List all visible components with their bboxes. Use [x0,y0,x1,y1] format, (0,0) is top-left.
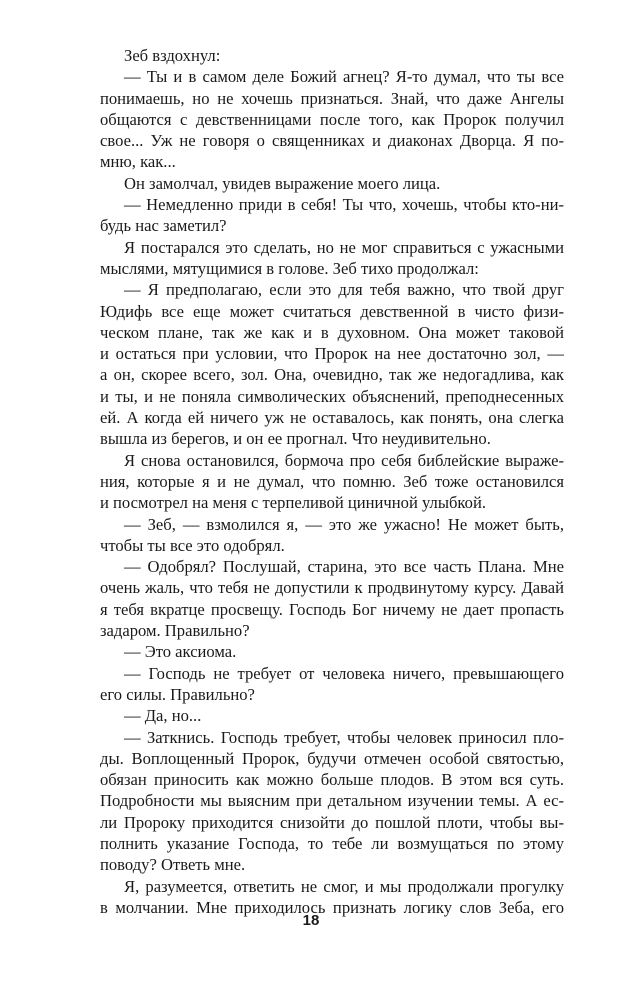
text-line: и посмотрел на меня с терпеливой циничной улыбкой. [100,493,486,513]
text-line: понимаешь, но не хочешь признаться. Знай, что даже Ангелы [100,88,564,108]
text-line: будь нас заметил? [100,216,227,236]
text-line: ей. А когда ей ничего уж не оставалось, как понять, она слегка [100,408,564,428]
text-line: его силы. Правильно? [100,684,255,704]
text-line: обязан приносить как можно больше плодов. В этом вся суть. [100,770,564,790]
text-line: очень жаль, что тебя не допустили к продвинутому курсу. Давай [100,578,564,598]
text-line: вышла из берегов, и он ее прогнал. Что неудивительно. [100,429,491,449]
text-line: полнить указание Господа, то тебе ли возмущаться по этому [100,833,564,853]
text-line: Он замолчал, увидев выражение моего лица. [124,173,441,193]
text-line: ния, которые я и не думал, что помню. Зеб тоже остановился [100,471,564,491]
body-text [100,45,564,918]
text-line: Я снова остановился, бормоча про себя библейские выраже- [124,450,564,470]
text-line: общаются с девственницами после того, как Пророк получил [100,109,564,129]
text-line: мыслями, мятущимися в голове. Зеб тихо продолжал: [100,258,479,278]
text-line: и ты, и не поняла символических объяснений, преподнесенных [100,386,564,406]
text-line: Я постарался это сделать, но не мог справиться с ужасными [124,237,564,257]
text-line: в молчании. Мне приходилось признать логику слов Зеба, его [100,897,564,917]
text-line: — Да, но... [124,706,202,726]
text-line: — Я предполагаю, если это для тебя важно, что твой друг [124,280,564,300]
text-line: я тебя вкратце просвещу. Господь Бог ничему не дает пропасть [100,599,564,619]
page-number: 18 [302,912,320,929]
text-line: ческом плане, так же как и в духовном. Она может таковой [100,322,564,342]
text-line: — Зеб, — взмолился я, — это же ужасно! Не может быть, [124,514,564,534]
text-line: мню, как... [100,152,176,172]
text-line: и остаться при условии, что Пророк на нее достаточно зол, — [100,344,564,364]
text-line: Зеб вздохнул: [124,46,221,65]
text-line: — Ты и в самом деле Божий агнец? Я-то думал, что ты все [124,67,564,87]
text-line: Подробности мы выясним при детальном изучении темы. А ес- [100,791,564,811]
text-line: — Одобрял? Послушай, старина, это все часть Плана. Мне [124,557,564,577]
text-line: а он, скорее всего, зол. Она, очевидно, так же недогадлива, как [100,365,564,385]
text-line: чтобы ты все это одобрял. [100,535,285,555]
text-line: задаром. Правильно? [100,621,250,641]
text-line: — Немедленно приди в себя! Ты что, хочешь, чтобы кто-ни- [124,195,564,215]
text-line: свое... Уж не говоря о священниках и диаконах Дворца. Я по- [100,131,564,151]
text-line: ды. Воплощенный Пророк, будучи отмечен особой святостью, [100,748,564,768]
text-line: Юдифь все еще может считаться девственной в чисто физи- [100,301,564,321]
text-line: — Это аксиома. [124,642,237,662]
text-line: поводу? Ответь мне. [100,855,246,875]
text-line: Я, разумеется, ответить не смог, и мы продолжали прогулку [124,876,564,896]
text-line: — Заткнись. Господь требует, чтобы человек приносил пло- [124,727,564,747]
text-line: ли Пророку приходится снизойти до пошлой плоти, чтобы вы- [100,812,564,832]
text-line: — Господь не требует от человека ничего, превышающего [124,663,564,683]
